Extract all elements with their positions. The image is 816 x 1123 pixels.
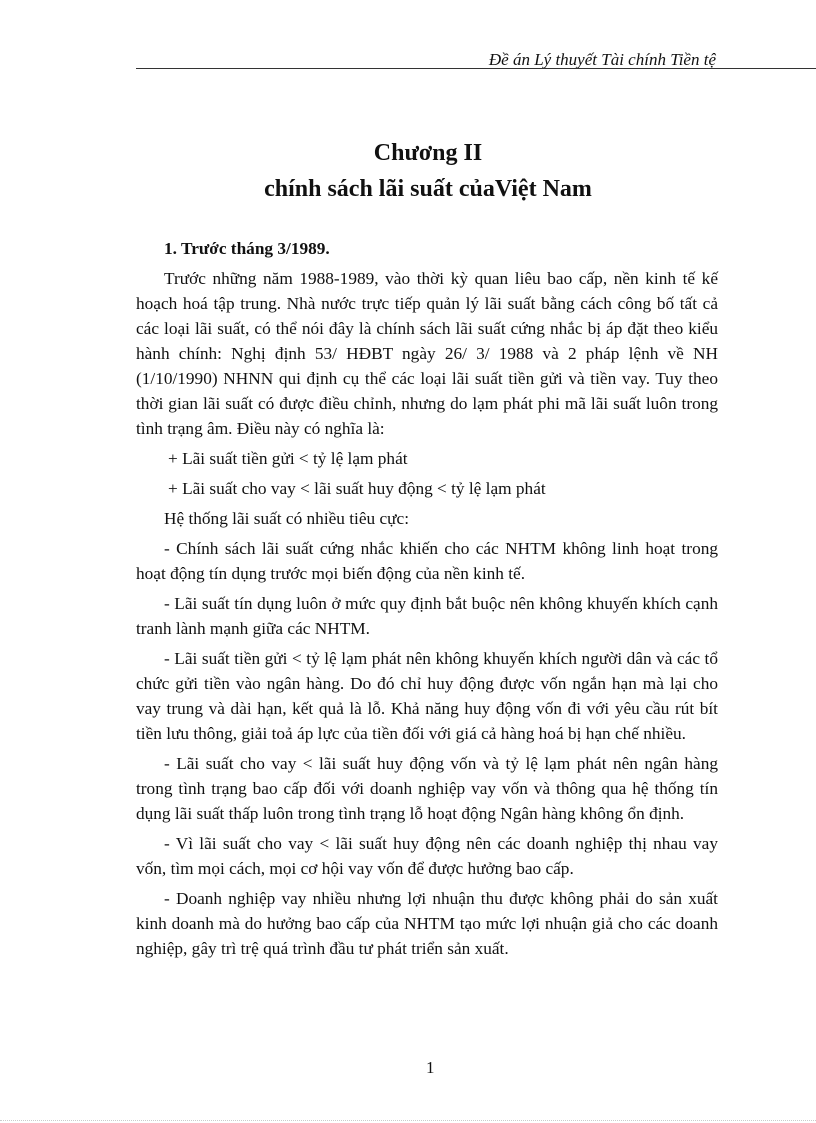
paragraph: - Lãi suất cho vay < lãi suất huy động vốn và tỷ lệ lạm phát nên ngân hàng trong tình trạng bao cấp đối với doanh nghiệp vay vốn và thông qua hệ thống tín dụng lãi suất thấp luôn trong tình trạng lỗ hoạt động Ngân hàng không ổn định. <box>136 754 718 823</box>
section-heading: 1. Trước tháng 3/1989. <box>164 239 330 258</box>
chapter-heading <box>0 135 816 207</box>
paragraph: - Lãi suất tín dụng luôn ở mức quy định bắt buộc nên không khuyến khích cạnh tranh lành mạnh giữa các NHTM. <box>136 594 718 638</box>
paragraph: - Chính sách lãi suất cứng nhắc khiến cho các NHTM không linh hoạt trong hoạt động tín dụng trước mọi biến động của nền kinh tế. <box>136 539 718 583</box>
intro-paragraph: Trước những năm 1988-1989, vào thời kỳ quan liêu bao cấp, nền kinh tế kế hoạch hoá tập trung. Nhà nước trực tiếp quản lý lãi suất bằng cách công bố tất cả các loại lãi suất, có thể nói đây là chính sách lãi suất cứng nhắc bị áp đặt theo kiểu hành chính: Nghị định 53/ HĐBT ngày 26/ 3/ 1988 và 2 pháp lệnh về NH (1/10/1990) NHNN qui định cụ thể các loại lãi suất tiền gửi và tiền vay. Tuy theo thời gian lãi suất có được điều chỉnh, nhưng do lạm phát phi mã lãi suất luôn trong tình trạng âm. Điều này có nghĩa là: <box>136 269 718 438</box>
page-number: 1 <box>426 1058 435 1077</box>
bullet-lending-rate: + Lãi suất cho vay < lãi suất huy động < tỷ lệ lạm phát <box>168 479 546 498</box>
chapter-number: Chương II <box>373 140 483 166</box>
running-header: Đề án Lý thuyết Tài chính Tiền tệ <box>488 50 716 69</box>
chapter-title: chính sách lãi suất củaViệt Nam <box>264 176 592 202</box>
paragraph: - Vì lãi suất cho vay < lãi suất huy động nên các doanh nghiệp thị nhau vay vốn, tìm mọi cách, mọi cơ hội vay vốn để được hưởng bao cấp. <box>136 834 718 878</box>
header-divider <box>136 68 816 69</box>
footer-divider <box>0 1120 816 1121</box>
negatives-intro: Hệ thống lãi suất có nhiều tiêu cực: <box>164 509 409 528</box>
paragraph: - Doanh nghiệp vay nhiều nhưng lợi nhuận thu được không phải do sản xuất kinh doanh mà do hưởng bao cấp của NHTM tạo mức lợi nhuận giả cho các doanh nghiệp, gây trì trệ quá trình đầu tư phát triển sản xuất. <box>136 889 718 958</box>
paragraph: - Lãi suất tiền gửi < tỷ lệ lạm phát nên không khuyến khích người dân và các tổ chức gửi tiền vào ngân hàng. Do đó chỉ huy động được vốn ngắn hạn mà lại cho vay trung và dài hạn, kết quả là lỗ. Khả năng huy động vốn đi với yêu cầu rút bít tiền lưu thông, giải toả áp lực của tiền đối với giá cả hàng hoá bị hạn chế nhiều. <box>136 649 718 743</box>
document-body <box>136 235 718 966</box>
bullet-deposit-rate: + Lãi suất tiền gửi < tỷ lệ lạm phát <box>168 449 408 468</box>
